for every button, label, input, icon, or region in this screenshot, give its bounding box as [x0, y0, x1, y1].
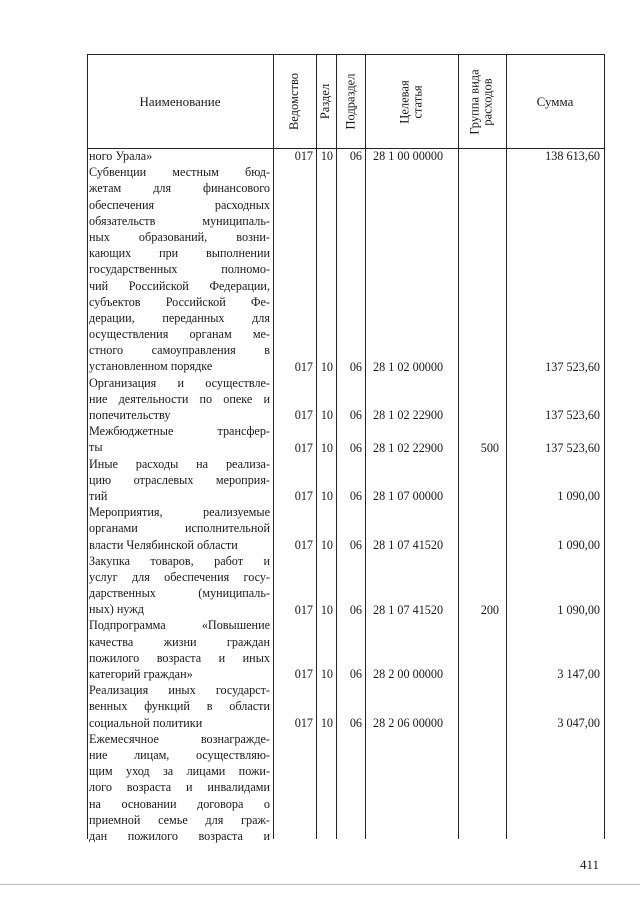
name-line: государственных полномо- [89, 262, 270, 277]
razdel-cell: 10 [320, 716, 333, 730]
name-line: Межбюджетные трансфер- [89, 424, 270, 439]
header-group: Группа вида расходов [468, 68, 496, 135]
sum-cell: 1 090,00 [557, 489, 600, 504]
podrazdel-cell: 06 [349, 440, 362, 455]
name-line: дан пожилого возраста и [89, 828, 270, 843]
sum-cell: 1 090,00 [557, 537, 600, 552]
podrazdel-cell: 06 [349, 359, 362, 374]
header-sum: Сумма [536, 93, 574, 109]
name-line: субъектов Российской Фе- [89, 294, 270, 309]
target-cell: 28 1 07 41520 [373, 537, 444, 552]
header-razdel: Раздел [318, 83, 333, 120]
name-line: дерации, переданных для [89, 310, 270, 325]
sum-cell: 137 523,60 [545, 359, 600, 374]
target-cell: 28 1 02 22900 [373, 440, 444, 455]
name-line: категорий граждан» [89, 667, 193, 681]
vedomstvo-cell: 017 [294, 440, 313, 455]
header-name: Наименование [139, 93, 221, 109]
name-line: дарственных (муниципаль- [89, 586, 270, 601]
vedomstvo-cell: 017 [294, 408, 313, 423]
name-line: ного Урала» [89, 149, 153, 163]
name-line: попечительству [89, 408, 171, 422]
budget-table [87, 54, 605, 843]
razdel-cell: 10 [320, 537, 333, 552]
group-cell: 500 [480, 440, 499, 455]
name-line: социальной политики [89, 715, 203, 730]
podrazdel-cell: 06 [349, 408, 362, 423]
target-cell: 28 2 00 00000 [373, 667, 444, 682]
sum-cell: 137 523,60 [545, 408, 600, 423]
group-cell: 200 [480, 602, 499, 617]
razdel-cell: 10 [320, 408, 333, 423]
name-line: ты [89, 440, 103, 455]
name-line: услуг для обеспечения госу- [89, 569, 270, 584]
sum-cell: 1 090,00 [557, 602, 600, 617]
name-line: стного самоуправления в [89, 343, 270, 358]
vedomstvo-cell: 017 [294, 667, 313, 682]
page-number: 411 [580, 857, 600, 872]
target-cell: 28 1 00 00000 [373, 149, 444, 163]
name-line: ных образований, возни- [89, 229, 270, 244]
name-line: осуществления органам ме- [89, 327, 270, 342]
name-line: щим уход за лицами пожи- [89, 764, 270, 779]
name-line: ние лицам, осуществляю- [89, 747, 270, 762]
razdel-cell: 10 [320, 489, 333, 504]
podrazdel-cell: 06 [349, 489, 362, 504]
target-cell: 28 1 02 22900 [373, 408, 444, 423]
name-line: Реализация иных государст- [89, 683, 270, 698]
name-line: на основании договора о [89, 796, 270, 811]
sum-cell: 138 613,60 [545, 149, 600, 163]
name-line: обеспечения расходных [89, 197, 270, 212]
name-line: власти Челябинской области [89, 537, 238, 552]
razdel-cell: 10 [320, 602, 333, 617]
podrazdel-cell: 06 [349, 602, 362, 617]
name-line: тий [89, 488, 108, 503]
vedomstvo-cell: 017 [294, 716, 313, 730]
vedomstvo-cell: 017 [294, 537, 313, 552]
name-line: обязательств муниципаль- [89, 213, 270, 228]
name-line: установленном порядке [89, 359, 213, 374]
name-line: венных функций в области [89, 699, 270, 714]
header-target: Целевая статья [397, 79, 425, 124]
name-line: чий Российской Федерации, [89, 278, 270, 293]
target-cell: 28 1 07 41520 [373, 602, 444, 617]
target-cell: 28 1 02 00000 [373, 359, 444, 374]
header-podrazdel: Подраздел [343, 73, 357, 130]
vedomstvo-cell: 017 [294, 149, 313, 163]
vedomstvo-cell: 017 [294, 359, 313, 374]
name-line: ных) нужд [89, 602, 144, 617]
sum-cell: 3 047,00 [557, 716, 600, 730]
name-line: Иные расходы на реализа- [89, 456, 270, 471]
podrazdel-cell: 06 [349, 667, 362, 682]
col-border [604, 54, 605, 839]
name-line: Ежемесячное вознагражде- [89, 731, 270, 746]
sum-cell: 3 147,00 [557, 667, 600, 682]
name-line: Закупка товаров, работ и [89, 553, 270, 568]
header-vedomstvo: Ведомство [287, 72, 301, 131]
vedomstvo-cell: 017 [294, 602, 313, 617]
vedomstvo-cell: 017 [294, 489, 313, 504]
razdel-cell: 10 [320, 667, 333, 682]
name-line: приемной семье для граж- [89, 812, 270, 827]
target-cell: 28 2 06 00000 [373, 716, 444, 730]
name-line: жетам для финансового [89, 181, 270, 196]
name-line: Организация и осуществле- [89, 375, 270, 390]
footer-rule [0, 884, 640, 885]
podrazdel-cell: 06 [349, 537, 362, 552]
razdel-cell: 10 [320, 359, 333, 374]
razdel-cell: 10 [320, 440, 333, 455]
name-line: Подпрограмма «Повышение [89, 618, 270, 633]
sum-cell: 137 523,60 [545, 440, 600, 455]
name-line: органами исполнительной [89, 521, 270, 536]
name-line: качества жизни граждан [89, 634, 270, 649]
name-line: кающих при выполнении [89, 246, 270, 261]
name-line: лого возраста и инвалидами [89, 780, 270, 795]
name-line: цию отраслевых мероприя- [89, 472, 270, 487]
name-line: ние деятельности по опеке и [89, 391, 270, 406]
name-line: пожилого возраста и иных [89, 650, 270, 665]
target-cell: 28 1 07 00000 [373, 489, 444, 504]
name-line: Субвенции местным бюд- [89, 165, 270, 180]
podrazdel-cell: 06 [349, 716, 362, 730]
podrazdel-cell: 06 [349, 149, 362, 163]
name-line: Мероприятия, реализуемые [89, 505, 270, 520]
razdel-cell: 10 [320, 149, 333, 163]
